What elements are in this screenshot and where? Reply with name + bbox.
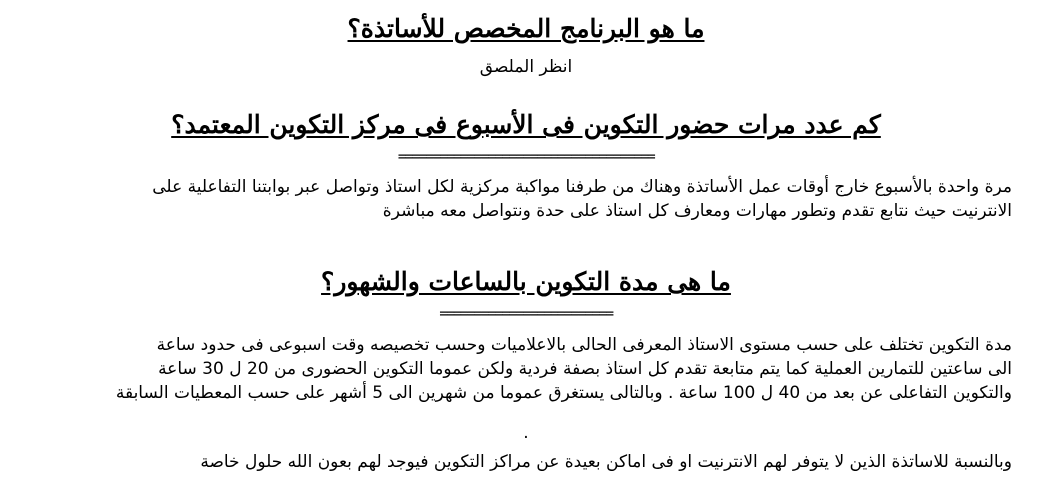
answer-see-poster: انظر الملصق — [479, 57, 573, 77]
question-heading-teachers-program: ما هو البرنامج المخصص للأساتذة؟ — [347, 14, 705, 43]
answer-weekly-attendance — [40, 175, 1012, 223]
answer-line: الى ساعتين للتمارين العملية كما يتم متابعة تقدم كل استاذ بصفة فردية ولكن عموما التكوين الحضورى من 20 ل 30 ساعة — [158, 359, 1012, 379]
answer-remote-teachers — [40, 450, 1012, 474]
question-heading-weekly-attendance: كم عدد مرات حضور التكوين فى الأسبوع فى مركز التكوين المعتمد؟ — [171, 110, 881, 139]
answer-line: الانترنيت حيث نتابع تقدم وتطور مهارات ومعارف كل استاذ على حدة ونتواصل معه مباشرة — [382, 201, 1012, 221]
question-heading-training-duration: ما هى مدة التكوين بالساعات والشهور؟ — [321, 267, 731, 296]
answer-line: وبالنسبة للاساتذة الذين لا يتوفر لهم الانترنيت او فى اماكن بعيدة عن مراكز التكوين فيوجد لهم بعون الله حلول خاصة — [200, 452, 1012, 472]
separator-rule: ===================================== — [397, 149, 655, 165]
answer-line: مرة واحدة بالأسبوع خارج أوقات عمل الأساتذة وهناك من طرفنا مواكبة مركزية لكل استاذ وتواصل عبر بوابتنا التفاعلية على — [152, 177, 1012, 197]
answer-line: مدة التكوين تختلف على حسب مستوى الاستاذ المعرفى الحالى بالاعلاميات وحسب تخصيصه وقت اسبوعى فى حدود ساعة — [156, 335, 1012, 355]
document-page — [40, 0, 1012, 496]
answer-training-duration — [40, 333, 1012, 405]
paragraph-dot: . — [523, 423, 529, 443]
separator-rule: ========================= — [439, 306, 613, 322]
answer-line: والتكوين التفاعلى عن بعد من 40 ل 100 ساعة . وبالتالى يستغرق عموما من شهرين الى 5 أشهر على حسب المعطيات السابقة — [115, 383, 1012, 403]
